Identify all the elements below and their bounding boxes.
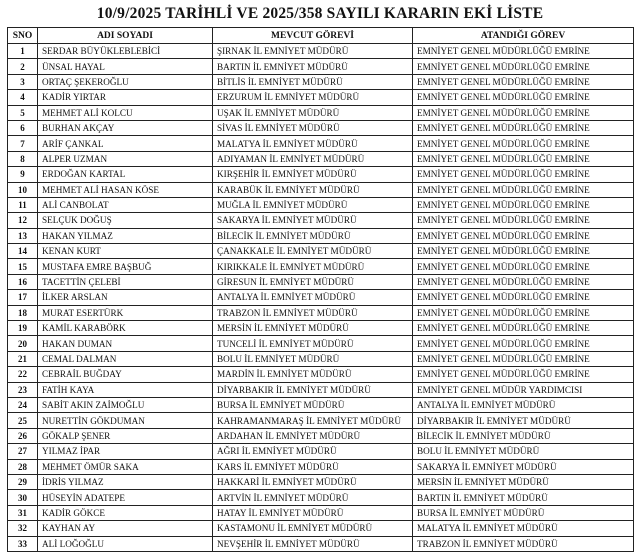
- cell-name: FATİH KAYA: [38, 382, 213, 397]
- header-assigned-position: ATANDIĞI GÖREV: [413, 28, 634, 44]
- cell-current-position: BOLU İL EMNİYET MÜDÜRÜ: [213, 351, 413, 366]
- cell-name: ALİ LOĞOĞLU: [38, 536, 213, 551]
- cell-current-position: ADIYAMAN İL EMNİYET MÜDÜRÜ: [213, 151, 413, 166]
- table-body: [8, 44, 634, 552]
- cell-name: TACETTİN ÇELEBİ: [38, 274, 213, 289]
- cell-current-position: KARABÜK İL EMNİYET MÜDÜRÜ: [213, 182, 413, 197]
- cell-sno: 24: [8, 397, 38, 412]
- cell-assigned-position: BARTIN İL EMNİYET MÜDÜRÜ: [413, 490, 634, 505]
- cell-current-position: SİVAS İL EMNİYET MÜDÜRÜ: [213, 120, 413, 135]
- cell-name: GÖKALP ŞENER: [38, 428, 213, 443]
- cell-name: İDRİS YILMAZ: [38, 474, 213, 489]
- cell-sno: 12: [8, 213, 38, 228]
- header-name: ADI SOYADI: [38, 28, 213, 44]
- cell-assigned-position: EMNİYET GENEL MÜDÜRLÜĞÜ EMRİNE: [413, 321, 634, 336]
- cell-sno: 23: [8, 382, 38, 397]
- cell-current-position: MALATYA İL EMNİYET MÜDÜRÜ: [213, 136, 413, 151]
- cell-assigned-position: EMNİYET GENEL MÜDÜRLÜĞÜ EMRİNE: [413, 151, 634, 166]
- cell-assigned-position: EMNİYET GENEL MÜDÜRLÜĞÜ EMRİNE: [413, 136, 634, 151]
- cell-current-position: HAKKARİ İL EMNİYET MÜDÜRÜ: [213, 474, 413, 489]
- cell-name: YILMAZ İPAR: [38, 444, 213, 459]
- cell-assigned-position: SAKARYA İL EMNİYET MÜDÜRÜ: [413, 459, 634, 474]
- cell-name: ORTAÇ ŞEKEROĞLU: [38, 74, 213, 89]
- table-row: [8, 197, 634, 212]
- table-row: [8, 351, 634, 366]
- table-row: [8, 536, 634, 551]
- table-row: [8, 167, 634, 182]
- table-row: [8, 105, 634, 120]
- table-row: [8, 367, 634, 382]
- cell-assigned-position: MALATYA İL EMNİYET MÜDÜRÜ: [413, 521, 634, 536]
- table-row: [8, 474, 634, 489]
- cell-sno: 11: [8, 197, 38, 212]
- cell-name: İLKER ARSLAN: [38, 290, 213, 305]
- cell-current-position: AĞRI İL EMNİYET MÜDÜRÜ: [213, 444, 413, 459]
- cell-current-position: KIRIKKALE İL EMNİYET MÜDÜRÜ: [213, 259, 413, 274]
- table-row: [8, 228, 634, 243]
- cell-sno: 4: [8, 90, 38, 105]
- table-row: [8, 59, 634, 74]
- cell-current-position: ŞIRNAK İL EMNİYET MÜDÜRÜ: [213, 44, 413, 59]
- cell-assigned-position: EMNİYET GENEL MÜDÜRLÜĞÜ EMRİNE: [413, 197, 634, 212]
- cell-current-position: BURSA İL EMNİYET MÜDÜRÜ: [213, 397, 413, 412]
- table-row: [8, 44, 634, 59]
- cell-current-position: TUNCELİ İL EMNİYET MÜDÜRÜ: [213, 336, 413, 351]
- table-row: [8, 428, 634, 443]
- cell-assigned-position: EMNİYET GENEL MÜDÜRLÜĞÜ EMRİNE: [413, 244, 634, 259]
- cell-sno: 8: [8, 151, 38, 166]
- cell-assigned-position: EMNİYET GENEL MÜDÜRLÜĞÜ EMRİNE: [413, 167, 634, 182]
- cell-sno: 21: [8, 351, 38, 366]
- table-row: [8, 136, 634, 151]
- cell-name: ARİF ÇANKAL: [38, 136, 213, 151]
- cell-assigned-position: BOLU İL EMNİYET MÜDÜRÜ: [413, 444, 634, 459]
- cell-name: SELÇUK DOĞUŞ: [38, 213, 213, 228]
- table-row: [8, 151, 634, 166]
- appointment-table: [7, 27, 634, 552]
- cell-sno: 1: [8, 44, 38, 59]
- cell-sno: 6: [8, 120, 38, 135]
- cell-current-position: SAKARYA İL EMNİYET MÜDÜRÜ: [213, 213, 413, 228]
- cell-assigned-position: BURSA İL EMNİYET MÜDÜRÜ: [413, 505, 634, 520]
- cell-name: MEHMET ALİ HASAN KÖSE: [38, 182, 213, 197]
- cell-name: KADİR YIRTAR: [38, 90, 213, 105]
- cell-sno: 32: [8, 521, 38, 536]
- cell-name: ÜNSAL HAYAL: [38, 59, 213, 74]
- cell-current-position: UŞAK İL EMNİYET MÜDÜRÜ: [213, 105, 413, 120]
- cell-name: KAYHAN AY: [38, 521, 213, 536]
- table-header-row: [8, 28, 634, 44]
- cell-name: ERDOĞAN KARTAL: [38, 167, 213, 182]
- cell-sno: 19: [8, 321, 38, 336]
- cell-assigned-position: MERSİN İL EMNİYET MÜDÜRÜ: [413, 474, 634, 489]
- cell-assigned-position: EMNİYET GENEL MÜDÜRLÜĞÜ EMRİNE: [413, 74, 634, 89]
- table-row: [8, 120, 634, 135]
- cell-assigned-position: EMNİYET GENEL MÜDÜRLÜĞÜ EMRİNE: [413, 182, 634, 197]
- cell-assigned-position: EMNİYET GENEL MÜDÜRLÜĞÜ EMRİNE: [413, 213, 634, 228]
- cell-sno: 33: [8, 536, 38, 551]
- cell-assigned-position: BİLECİK İL EMNİYET MÜDÜRÜ: [413, 428, 634, 443]
- cell-name: ALPER UZMAN: [38, 151, 213, 166]
- cell-name: BURHAN AKÇAY: [38, 120, 213, 135]
- cell-name: MUSTAFA EMRE BAŞBUĞ: [38, 259, 213, 274]
- table-row: [8, 259, 634, 274]
- cell-current-position: NEVŞEHİR İL EMNİYET MÜDÜRÜ: [213, 536, 413, 551]
- cell-current-position: MUĞLA İL EMNİYET MÜDÜRÜ: [213, 197, 413, 212]
- table-row: [8, 505, 634, 520]
- cell-name: CEMAL DALMAN: [38, 351, 213, 366]
- table-row: [8, 490, 634, 505]
- cell-current-position: ANTALYA İL EMNİYET MÜDÜRÜ: [213, 290, 413, 305]
- document-title: 10/9/2025 TARİHLİ VE 2025/358 SAYILI KARARIN EKİ LİSTE: [96, 5, 544, 22]
- table-row: [8, 182, 634, 197]
- cell-current-position: KAHRAMANMARAŞ İL EMNİYET MÜDÜRÜ: [213, 413, 413, 428]
- table-row: [8, 90, 634, 105]
- cell-name: SERDAR BÜYÜKLEBLEBİCİ: [38, 44, 213, 59]
- cell-current-position: BARTIN İL EMNİYET MÜDÜRÜ: [213, 59, 413, 74]
- cell-assigned-position: EMNİYET GENEL MÜDÜRLÜĞÜ EMRİNE: [413, 290, 634, 305]
- cell-assigned-position: EMNİYET GENEL MÜDÜR YARDIMCISI: [413, 382, 634, 397]
- cell-current-position: ÇANAKKALE İL EMNİYET MÜDÜRÜ: [213, 244, 413, 259]
- cell-current-position: ERZURUM İL EMNİYET MÜDÜRÜ: [213, 90, 413, 105]
- table-row: [8, 444, 634, 459]
- cell-sno: 18: [8, 305, 38, 320]
- table-row: [8, 382, 634, 397]
- cell-sno: 31: [8, 505, 38, 520]
- cell-sno: 25: [8, 413, 38, 428]
- cell-name: MEHMET ÖMÜR SAKA: [38, 459, 213, 474]
- table-row: [8, 397, 634, 412]
- cell-current-position: HATAY İL EMNİYET MÜDÜRÜ: [213, 505, 413, 520]
- cell-sno: 22: [8, 367, 38, 382]
- table-row: [8, 290, 634, 305]
- cell-current-position: ARDAHAN İL EMNİYET MÜDÜRÜ: [213, 428, 413, 443]
- cell-sno: 3: [8, 74, 38, 89]
- cell-current-position: ARTVİN İL EMNİYET MÜDÜRÜ: [213, 490, 413, 505]
- cell-current-position: GİRESUN İL EMNİYET MÜDÜRÜ: [213, 274, 413, 289]
- table-row: [8, 413, 634, 428]
- cell-sno: 26: [8, 428, 38, 443]
- cell-assigned-position: EMNİYET GENEL MÜDÜRLÜĞÜ EMRİNE: [413, 274, 634, 289]
- cell-assigned-position: EMNİYET GENEL MÜDÜRLÜĞÜ EMRİNE: [413, 59, 634, 74]
- cell-assigned-position: DİYARBAKIR İL EMNİYET MÜDÜRÜ: [413, 413, 634, 428]
- cell-name: MURAT ESERTÜRK: [38, 305, 213, 320]
- table-row: [8, 321, 634, 336]
- cell-current-position: BİLECİK İL EMNİYET MÜDÜRÜ: [213, 228, 413, 243]
- cell-sno: 27: [8, 444, 38, 459]
- table-row: [8, 274, 634, 289]
- table-row: [8, 74, 634, 89]
- table-row: [8, 213, 634, 228]
- table-row: [8, 305, 634, 320]
- cell-assigned-position: EMNİYET GENEL MÜDÜRLÜĞÜ EMRİNE: [413, 259, 634, 274]
- cell-sno: 9: [8, 167, 38, 182]
- cell-assigned-position: ANTALYA İL EMNİYET MÜDÜRÜ: [413, 397, 634, 412]
- cell-name: HAKAN YILMAZ: [38, 228, 213, 243]
- cell-sno: 16: [8, 274, 38, 289]
- cell-name: CEBRAİL BUĞDAY: [38, 367, 213, 382]
- cell-assigned-position: EMNİYET GENEL MÜDÜRLÜĞÜ EMRİNE: [413, 336, 634, 351]
- cell-name: HÜSEYİN ADATEPE: [38, 490, 213, 505]
- cell-name: KENAN KURT: [38, 244, 213, 259]
- cell-sno: 5: [8, 105, 38, 120]
- cell-name: KADİR GÖKCE: [38, 505, 213, 520]
- cell-current-position: KARS İL EMNİYET MÜDÜRÜ: [213, 459, 413, 474]
- cell-sno: 30: [8, 490, 38, 505]
- table-row: [8, 336, 634, 351]
- cell-assigned-position: EMNİYET GENEL MÜDÜRLÜĞÜ EMRİNE: [413, 305, 634, 320]
- cell-sno: 20: [8, 336, 38, 351]
- cell-name: ALİ CANBOLAT: [38, 197, 213, 212]
- cell-sno: 15: [8, 259, 38, 274]
- cell-sno: 28: [8, 459, 38, 474]
- cell-name: NURETTİN GÖKDUMAN: [38, 413, 213, 428]
- header-sno: SNO: [8, 28, 38, 44]
- cell-current-position: KASTAMONU İL EMNİYET MÜDÜRÜ: [213, 521, 413, 536]
- cell-assigned-position: EMNİYET GENEL MÜDÜRLÜĞÜ EMRİNE: [413, 105, 634, 120]
- cell-assigned-position: EMNİYET GENEL MÜDÜRLÜĞÜ EMRİNE: [413, 44, 634, 59]
- table-row: [8, 244, 634, 259]
- header-current-position: MEVCUT GÖREVİ: [213, 28, 413, 44]
- cell-assigned-position: EMNİYET GENEL MÜDÜRLÜĞÜ EMRİNE: [413, 367, 634, 382]
- cell-sno: 7: [8, 136, 38, 151]
- cell-current-position: BİTLİS İL EMNİYET MÜDÜRÜ: [213, 74, 413, 89]
- cell-assigned-position: EMNİYET GENEL MÜDÜRLÜĞÜ EMRİNE: [413, 90, 634, 105]
- cell-current-position: TRABZON İL EMNİYET MÜDÜRÜ: [213, 305, 413, 320]
- cell-name: HAKAN DUMAN: [38, 336, 213, 351]
- cell-sno: 14: [8, 244, 38, 259]
- cell-current-position: DİYARBAKIR İL EMNİYET MÜDÜRÜ: [213, 382, 413, 397]
- cell-current-position: MERSİN İL EMNİYET MÜDÜRÜ: [213, 321, 413, 336]
- cell-sno: 13: [8, 228, 38, 243]
- cell-sno: 2: [8, 59, 38, 74]
- cell-assigned-position: TRABZON İL EMNİYET MÜDÜRÜ: [413, 536, 634, 551]
- cell-sno: 17: [8, 290, 38, 305]
- cell-name: MEHMET ALİ KOLCU: [38, 105, 213, 120]
- cell-name: SABİT AKIN ZAİMOĞLU: [38, 397, 213, 412]
- table-row: [8, 459, 634, 474]
- table-row: [8, 521, 634, 536]
- cell-assigned-position: EMNİYET GENEL MÜDÜRLÜĞÜ EMRİNE: [413, 351, 634, 366]
- cell-current-position: KIRŞEHİR İL EMNİYET MÜDÜRÜ: [213, 167, 413, 182]
- cell-sno: 29: [8, 474, 38, 489]
- cell-assigned-position: EMNİYET GENEL MÜDÜRLÜĞÜ EMRİNE: [413, 228, 634, 243]
- cell-assigned-position: EMNİYET GENEL MÜDÜRLÜĞÜ EMRİNE: [413, 120, 634, 135]
- cell-sno: 10: [8, 182, 38, 197]
- cell-name: KAMİL KARABÖRK: [38, 321, 213, 336]
- cell-current-position: MARDİN İL EMNİYET MÜDÜRÜ: [213, 367, 413, 382]
